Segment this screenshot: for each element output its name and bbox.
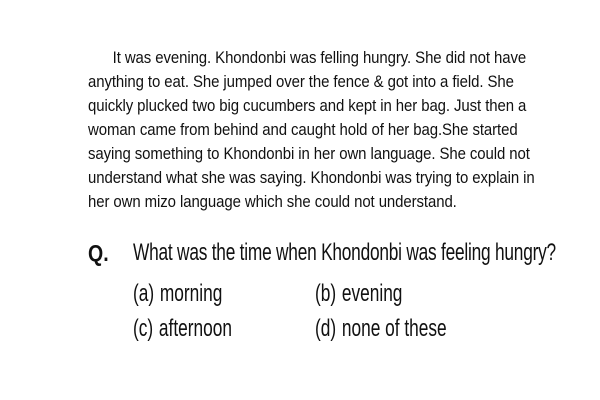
passage-line-5: saying something to Khondonbi in her own language. She could not [88,144,530,163]
question [88,236,556,270]
passage-line-7: her own mizo language which she could not understand. [88,192,457,211]
option-d-text: none of these [341,315,447,342]
passage-line-4: woman came from behind and caught hold of her bag.She started [88,120,518,139]
option-b [315,278,402,310]
passage [88,46,533,214]
option-c-label: (c) [133,315,154,342]
question-text: What was the time when Khondonbi was feeling hungry? [133,239,556,266]
passage-line-6: understand what she was saying. Khondonbi was trying to explain in [88,168,535,187]
option-a [133,278,222,310]
passage-line-2: anything to eat. She jumped over the fence & got into a field. She [88,72,514,91]
option-c-text: afternoon [158,315,232,342]
option-b-text: evening [341,280,403,307]
passage-line-3: quickly plucked two big cucumbers and kept in her bag. Just then a [88,96,527,115]
option-b-label: (b) [315,280,337,307]
option-a-label: (a) [133,280,155,307]
option-d [315,313,447,345]
question-label: Q. [88,240,109,266]
option-a-text: morning [159,280,223,307]
option-c [133,313,232,345]
passage-line-1: It was evening. Khondonbi was felling hungry. She did not have [112,48,527,67]
option-d-label: (d) [315,315,337,342]
